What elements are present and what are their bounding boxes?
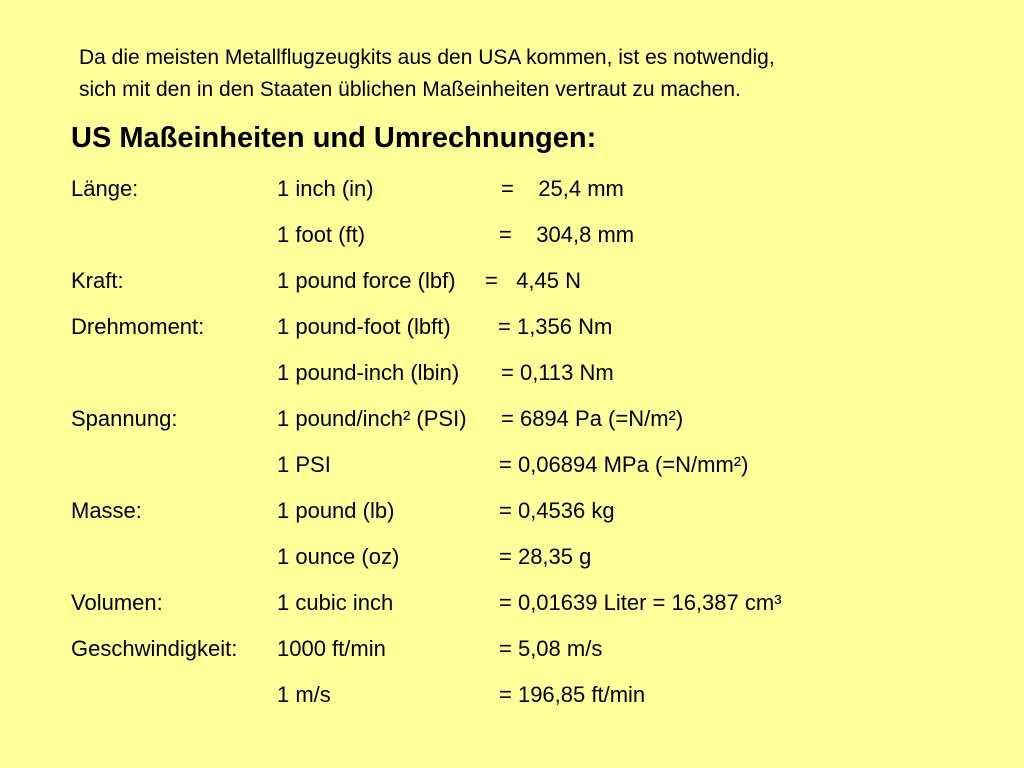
us-unit: 1 PSI [277,452,331,477]
metric-value: = 25,4 mm [501,176,624,201]
metric-value: = 0,06894 MPa (=N/mm²) [499,452,749,477]
us-unit: 1 pound/inch² (PSI) [277,406,467,431]
table-row [71,170,971,216]
category-label: Drehmoment: [71,314,205,339]
table-row [71,400,971,446]
category-label: Länge: [71,176,139,201]
table-row [71,308,971,354]
table-row [71,354,971,400]
category-label: Masse: [71,498,142,523]
us-unit: 1000 ft/min [277,636,386,661]
table-row [71,216,971,262]
us-unit: 1 pound force (lbf) [277,268,456,293]
metric-value: = 1,356 Nm [498,314,613,339]
us-unit: 1 foot (ft) [277,222,366,247]
intro-paragraph [79,42,979,106]
us-unit: 1 pound-inch (lbin) [277,360,460,385]
conversion-table [71,170,971,722]
table-row [71,584,971,630]
us-unit: 1 ounce (oz) [277,544,400,569]
table-row [71,492,971,538]
table-row [71,676,971,722]
intro-line: Da die meisten Metallflugzeugkits aus den USA kommen, ist es notwendig, [79,46,775,69]
metric-value: = 28,35 g [499,544,592,569]
metric-value: = 0,113 Nm [501,360,614,385]
category-label: Volumen: [71,590,163,615]
category-label: Geschwindigkeit: [71,636,238,661]
metric-value: = 4,45 N [485,268,582,293]
us-unit: 1 pound (lb) [277,498,395,523]
us-unit: 1 pound-foot (lbft) [277,314,451,339]
table-row [71,446,971,492]
table-row [71,630,971,676]
metric-value: = 0,01639 Liter = 16,387 cm³ [499,590,782,615]
us-unit: 1 m/s [277,682,331,707]
category-label: Kraft: [71,268,124,293]
table-row [71,538,971,584]
metric-value: = 5,08 m/s [499,636,603,661]
us-unit: 1 inch (in) [277,176,374,201]
intro-line: sich mit den in den Staaten üblichen Maßeinheiten vertraut zu machen. [79,78,741,101]
metric-value: = 6894 Pa (=N/m²) [501,406,684,431]
metric-value: = 196,85 ft/min [499,682,646,707]
page-title: US Maßeinheiten und Umrechnungen: [71,122,597,154]
table-row [71,262,971,308]
category-label: Spannung: [71,406,178,431]
metric-value: = 0,4536 kg [499,498,615,523]
us-unit: 1 cubic inch [277,590,394,615]
metric-value: = 304,8 mm [499,222,635,247]
